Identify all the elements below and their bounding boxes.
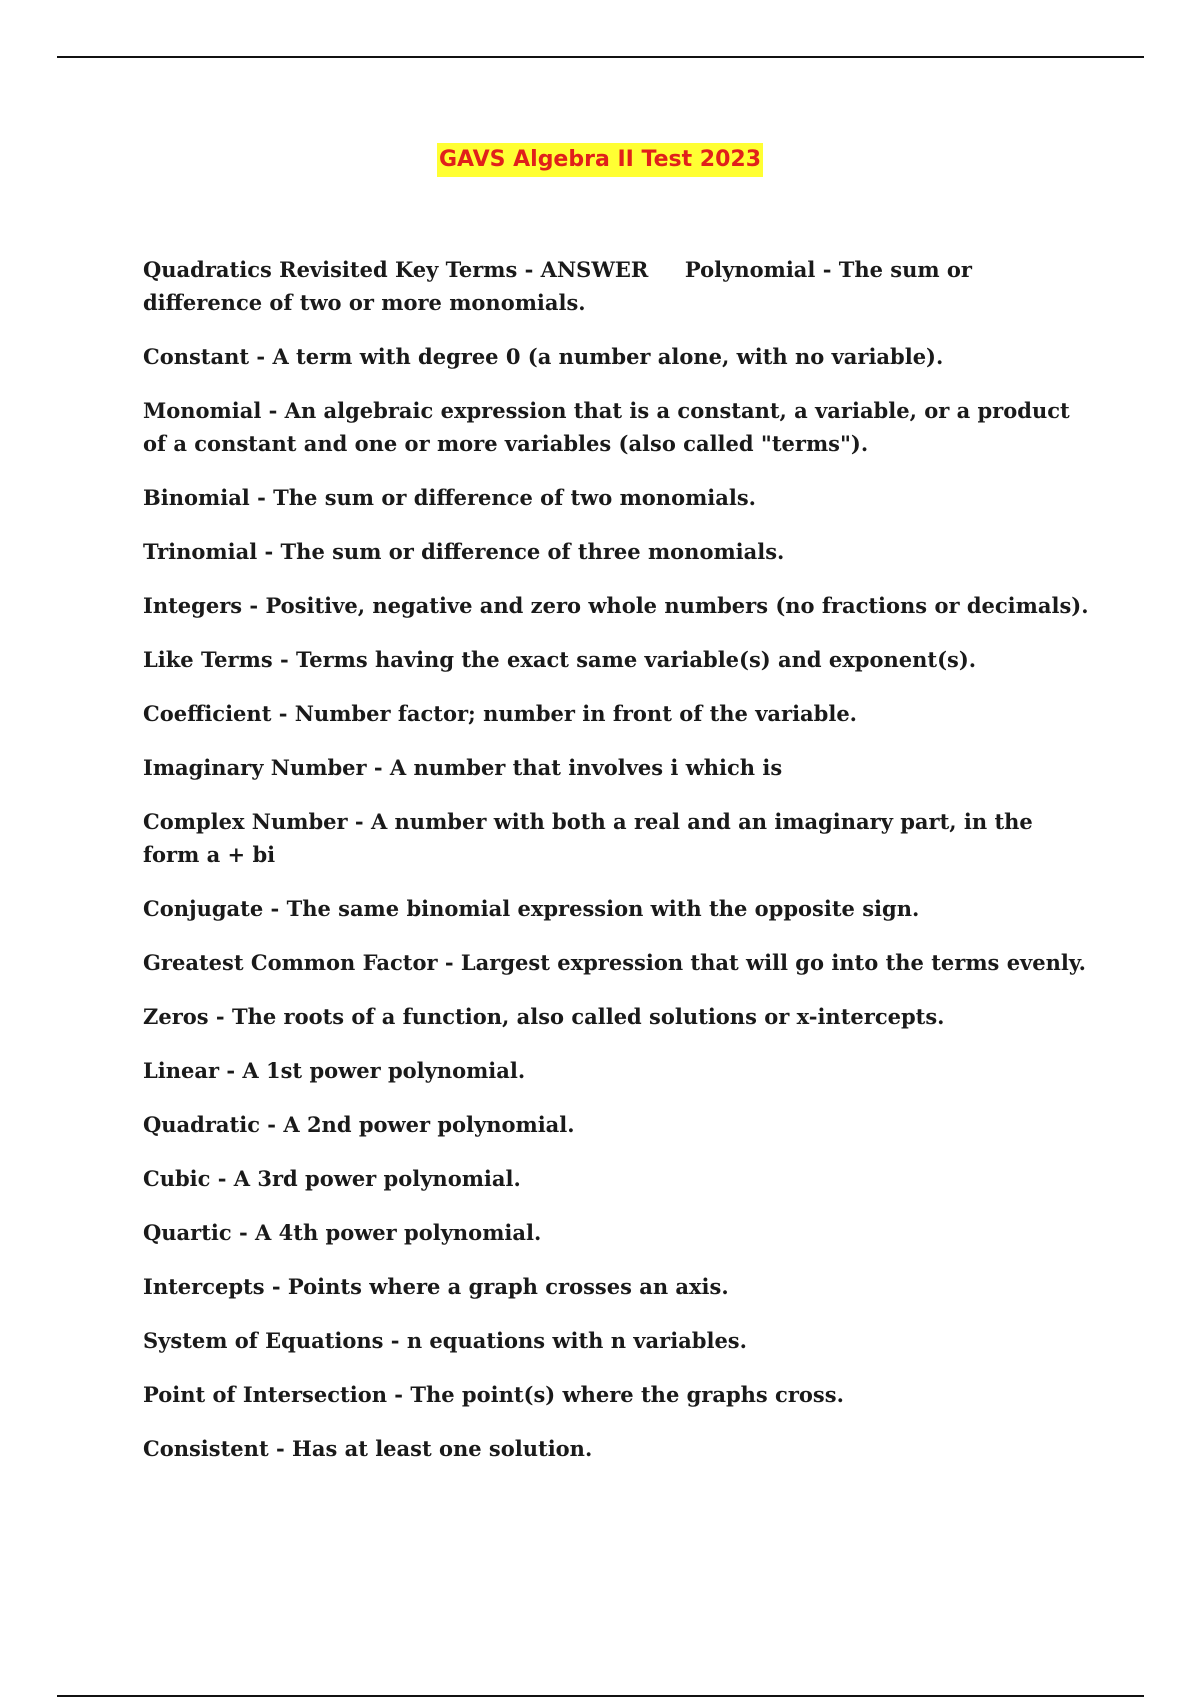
glossary-entry [143,1108,1093,1141]
entry-term: Quadratics Revisited Key Terms [143,257,518,282]
glossary-entry [143,697,1093,730]
entry-separator: - [208,1004,232,1029]
glossary-entry [143,394,1093,460]
glossary-entry [143,1162,1093,1195]
glossary-entry [143,340,1093,373]
entry-term: Integers [143,593,243,618]
entry-term: Constant [143,344,250,369]
top-rule [57,56,1144,58]
entry-separator: - [249,344,273,369]
entry-definition: A number with both a real and an imaginary part, in the form a + bi [143,809,1041,867]
entry-term: Point of Intersection [143,1382,387,1407]
entry-term: Linear [143,1058,220,1083]
entry-separator: - [347,809,371,834]
entry-separator: - [271,701,295,726]
entry-term: Monomial [143,398,262,423]
entry-term: Conjugate [143,896,264,921]
entry-definition: The point(s) where the graphs cross. [410,1382,844,1407]
glossary-entry [143,1270,1093,1303]
glossary-entry [143,481,1093,514]
entry-term: Imaginary Number [143,755,367,780]
entry-term: Zeros [143,1004,209,1029]
entry-definition: An algebraic expression that is a constant, a variable, or a product of a constant and one or more variables (also called "terms"). [143,398,1078,456]
entry-separator: - [517,257,541,282]
entry-definition: Largest expression that will go into the terms evenly. [460,950,1086,975]
entry-separator: - [268,1436,292,1461]
entry-term: Binomial [143,485,250,510]
document-title: GAVS Algebra II Test 2023 [437,143,763,177]
entry-term: Quartic [143,1220,232,1245]
entry-separator: - [242,593,266,618]
glossary-entry [143,589,1093,622]
entry-term: Consistent [143,1436,269,1461]
entry-term: Like Terms [143,647,273,672]
entry-term: Intercepts [143,1274,265,1299]
glossary-entry [143,1216,1093,1249]
glossary-entry [143,643,1093,676]
entry-definition: n equations with n variables. [406,1328,747,1353]
glossary-entry [143,892,1093,925]
glossary-entry [143,535,1093,568]
entry-definition: Has at least one solution. [292,1436,593,1461]
entry-term: Trinomial [143,539,258,564]
entry-separator: - [437,950,461,975]
entry-separator: - [219,1058,243,1083]
entry-term: Complex Number [143,809,348,834]
entry-definition: A 3rd power polynomial. [233,1166,521,1191]
glossary-entry [143,253,1093,319]
entry-separator: - [386,1382,411,1407]
entry-term: Quadratic [143,1112,260,1137]
entry-separator: - [249,485,274,510]
entry-separator: - [272,647,296,672]
title-container [0,143,1200,177]
entry-definition: ANSWER Polynomial - The sum or difference of two or more monomials. [143,257,980,315]
entry-definition: The same binomial expression with the opposite sign. [286,896,920,921]
glossary-entry [143,1054,1093,1087]
entry-term: Greatest Common Factor [143,950,438,975]
glossary-entry [143,1324,1093,1357]
glossary-list [143,253,1093,1486]
entry-definition: The sum or difference of three monomials. [280,539,785,564]
entry-term: Coefficient [143,701,272,726]
entry-definition: Terms having the exact same variable(s) and exponent(s). [296,647,977,672]
glossary-entry [143,1378,1093,1411]
entry-term: Cubic [143,1166,211,1191]
entry-separator: - [210,1166,234,1191]
entry-separator: - [261,398,285,423]
entry-separator: - [264,1274,288,1299]
glossary-entry [143,805,1093,871]
entry-term: System of Equations [143,1328,384,1353]
entry-definition: Number factor; number in front of the variable. [294,701,857,726]
entry-definition: A 4th power polynomial. [255,1220,542,1245]
entry-definition: A 1st power polynomial. [242,1058,526,1083]
entry-definition: A 2nd power polynomial. [283,1112,575,1137]
entry-definition: Positive, negative and zero whole numbers (no fractions or decimals). [265,593,1089,618]
glossary-entry [143,751,1093,784]
entry-separator: - [260,1112,284,1137]
bottom-rule [57,1695,1144,1697]
entry-separator: - [383,1328,407,1353]
glossary-entry [143,1000,1093,1033]
entry-definition: A term with degree 0 (a number alone, with no variable). [272,344,944,369]
entry-separator: - [366,755,390,780]
entry-definition: A number that involves i which is [389,755,783,780]
entry-separator: - [263,896,287,921]
entry-separator: - [257,539,281,564]
entry-separator: - [231,1220,256,1245]
entry-definition: Points where a graph crosses an axis. [287,1274,729,1299]
glossary-entry [143,1432,1093,1465]
entry-definition: The roots of a function, also called solutions or x-intercepts. [231,1004,945,1029]
glossary-entry [143,946,1093,979]
entry-definition: The sum or difference of two monomials. [273,485,756,510]
